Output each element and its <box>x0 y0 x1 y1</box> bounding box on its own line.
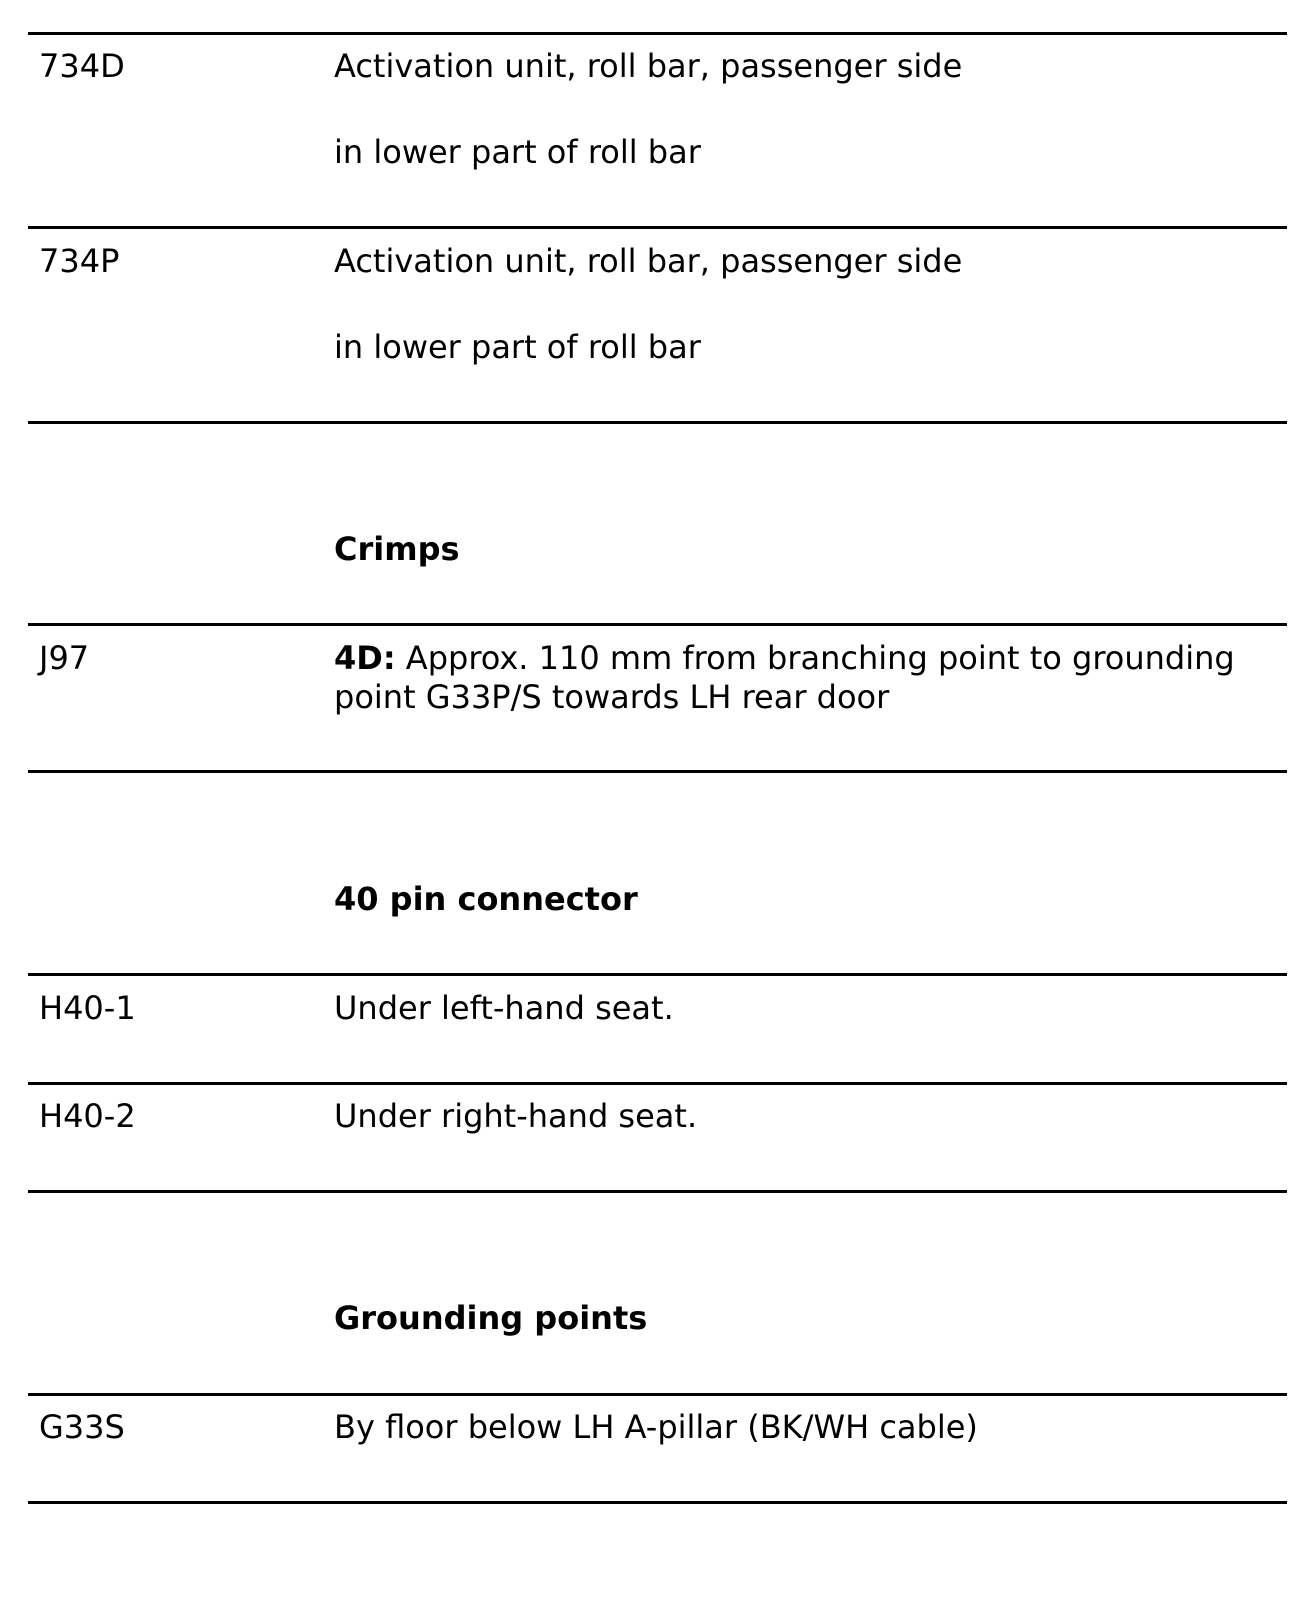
component-description <box>334 638 1235 678</box>
section-heading-crimps: Crimps <box>334 530 460 568</box>
table-rule <box>28 770 1287 773</box>
table-rule <box>28 226 1287 229</box>
table-rule <box>28 973 1287 976</box>
component-code: H40-1 <box>39 989 136 1027</box>
table-rule <box>28 1082 1287 1085</box>
component-description: Activation unit, roll bar, passenger side <box>334 47 963 85</box>
table-rule <box>28 1190 1287 1193</box>
section-heading-grounding-points: Grounding points <box>334 1299 648 1337</box>
section-heading-40-pin-connector: 40 pin connector <box>334 880 638 918</box>
component-description-continued: point G33P/S towards LH rear door <box>334 678 890 716</box>
component-location: in lower part of roll bar <box>334 328 701 366</box>
component-code: G33S <box>39 1408 125 1446</box>
component-location: Under right-hand seat. <box>334 1097 698 1135</box>
table-rule <box>28 421 1287 424</box>
table-rule <box>28 623 1287 626</box>
component-location: By floor below LH A-pillar (BK/WH cable) <box>334 1408 978 1446</box>
component-location: in lower part of roll bar <box>334 133 701 171</box>
component-code: 734P <box>39 242 120 280</box>
table-rule <box>28 1393 1287 1396</box>
description-bold-prefix: 4D: <box>334 639 396 677</box>
component-code: 734D <box>39 47 125 85</box>
component-code: H40-2 <box>39 1097 136 1135</box>
description-text: Approx. 110 mm from branching point to grounding <box>395 639 1235 677</box>
component-description: Activation unit, roll bar, passenger side <box>334 242 963 280</box>
table-rule <box>28 32 1287 35</box>
component-code: J97 <box>39 639 90 677</box>
component-location: Under left-hand seat. <box>334 989 674 1027</box>
table-rule <box>28 1501 1287 1504</box>
